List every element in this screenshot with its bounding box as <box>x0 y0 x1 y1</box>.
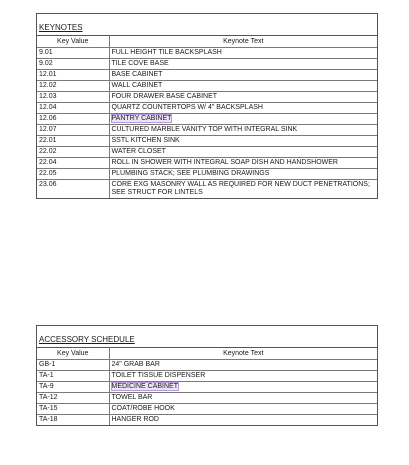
accessory-header-text: Keynote Text <box>109 348 377 360</box>
accessory-keynote-text-value: 24" GRAB BAR <box>111 361 160 368</box>
keynote-keynote-text-value: SSTL KITCHEN SINK <box>111 137 180 144</box>
accessory-row <box>37 382 377 393</box>
keynote-keynote-text-value: FOUR DRAWER BASE CABINET <box>111 93 218 100</box>
keynote-keynote-text <box>109 136 377 147</box>
keynotes-body <box>37 48 377 199</box>
accessory-key-value: TA-9 <box>37 382 109 393</box>
keynote-keynote-text-value: QUARTZ COUNTERTOPS W/ 4" BACKSPLASH <box>111 104 263 111</box>
keynote-keynote-text <box>109 92 377 103</box>
keynote-row <box>37 103 377 114</box>
accessory-keynote-text <box>109 415 377 426</box>
keynote-key-value: 9.02 <box>37 59 109 70</box>
keynote-keynote-text <box>109 147 377 158</box>
keynote-keynote-text <box>109 125 377 136</box>
keynotes-title: KEYNOTES <box>39 23 83 32</box>
keynote-keynote-text <box>109 158 377 169</box>
keynote-keynote-text <box>109 70 377 81</box>
keynote-key-value: 9.01 <box>37 48 109 59</box>
accessory-key-value: GB-1 <box>37 360 109 371</box>
keynote-keynote-text-value: TILE COVE BASE <box>111 60 169 67</box>
keynote-keynote-text <box>109 180 377 199</box>
keynote-keynote-text-value: PANTRY CABINET <box>111 115 172 122</box>
keynotes-header-row <box>37 36 377 48</box>
keynotes-header-text: Keynote Text <box>109 36 377 48</box>
keynote-row <box>37 125 377 136</box>
accessory-row <box>37 415 377 426</box>
accessory-header-row <box>37 348 377 360</box>
keynote-row <box>37 81 377 92</box>
accessory-body <box>37 360 377 426</box>
accessory-row <box>37 371 377 382</box>
keynote-key-value: 12.03 <box>37 92 109 103</box>
accessory-keynote-text-value: MEDICINE CABINET <box>111 383 179 390</box>
keynote-row <box>37 70 377 81</box>
keynote-keynote-text <box>109 59 377 70</box>
keynote-row <box>37 147 377 158</box>
keynote-keynote-text-value: WATER CLOSET <box>111 148 166 155</box>
accessory-table <box>37 347 377 425</box>
accessory-keynote-text <box>109 360 377 371</box>
keynote-keynote-text-value: FULL HEIGHT TILE BACKSPLASH <box>111 49 222 56</box>
accessory-key-value: TA-12 <box>37 393 109 404</box>
accessory-keynote-text <box>109 371 377 382</box>
keynote-row <box>37 158 377 169</box>
accessory-keynote-text-value: COAT/ROBE HOOK <box>111 405 175 412</box>
keynote-keynote-text-value: CORE EXG MASONRY WALL AS REQUIRED FOR NEW DUCT PENETRATIONS; SEE STRUCT FOR LINTELS <box>111 181 370 196</box>
accessory-keynote-text-value: TOILET TISSUE DISPENSER <box>111 372 206 379</box>
keynote-keynote-text-value: ROLL IN SHOWER WITH INTEGRAL SOAP DISH AND HANDSHOWER <box>111 159 338 166</box>
keynote-keynote-text <box>109 169 377 180</box>
keynote-key-value: 12.01 <box>37 70 109 81</box>
keynote-row <box>37 59 377 70</box>
accessory-row <box>37 360 377 371</box>
accessory-keynote-text <box>109 404 377 415</box>
keynote-key-value: 12.02 <box>37 81 109 92</box>
accessory-keynote-text <box>109 382 377 393</box>
accessory-schedule <box>36 325 378 426</box>
keynote-key-value: 12.04 <box>37 103 109 114</box>
keynote-row <box>37 180 377 199</box>
accessory-row <box>37 404 377 415</box>
keynote-keynote-text <box>109 81 377 92</box>
keynote-keynote-text <box>109 48 377 59</box>
accessory-header-key: Key Value <box>37 348 109 360</box>
accessory-key-value: TA-1 <box>37 371 109 382</box>
keynotes-header-key: Key Value <box>37 36 109 48</box>
accessory-row <box>37 393 377 404</box>
keynote-row <box>37 169 377 180</box>
keynote-key-value: 22.04 <box>37 158 109 169</box>
keynote-keynote-text-value: CULTURED MARBLE VANITY TOP WITH INTEGRAL SINK <box>111 126 298 133</box>
accessory-keynote-text-value: TOWEL BAR <box>111 394 153 401</box>
accessory-keynote-text <box>109 393 377 404</box>
keynote-key-value: 22.01 <box>37 136 109 147</box>
keynote-keynote-text <box>109 103 377 114</box>
keynotes-table <box>37 35 377 198</box>
accessory-keynote-text-value: HANGER ROD <box>111 416 159 423</box>
keynotes-schedule <box>36 13 378 199</box>
keynote-keynote-text-value: BASE CABINET <box>111 71 163 78</box>
keynote-key-value: 22.05 <box>37 169 109 180</box>
accessory-key-value: TA-18 <box>37 415 109 426</box>
keynote-row <box>37 48 377 59</box>
keynote-key-value: 23.06 <box>37 180 109 199</box>
keynote-keynote-text <box>109 114 377 125</box>
keynote-row <box>37 114 377 125</box>
keynote-key-value: 12.06 <box>37 114 109 125</box>
keynote-key-value: 22.02 <box>37 147 109 158</box>
keynote-row <box>37 92 377 103</box>
keynote-keynote-text-value: WALL CABINET <box>111 82 163 89</box>
keynote-key-value: 12.07 <box>37 125 109 136</box>
keynote-keynote-text-value: PLUMBING STACK; SEE PLUMBING DRAWINGS <box>111 170 270 177</box>
keynote-row <box>37 136 377 147</box>
accessory-title: ACCESSORY SCHEDULE <box>39 335 135 344</box>
accessory-key-value: TA-15 <box>37 404 109 415</box>
